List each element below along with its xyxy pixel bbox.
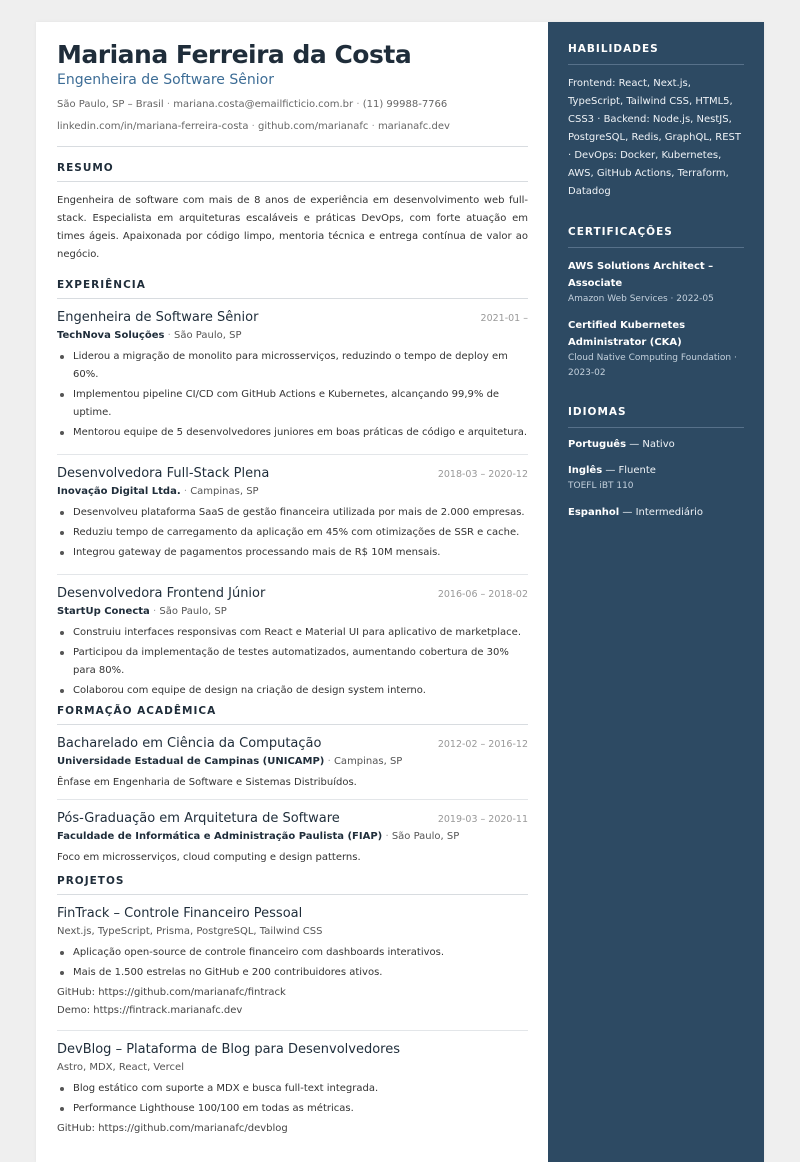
list-item: Construiu interfaces responsivas com React e Material UI para aplicativo de marketplace.	[73, 624, 528, 642]
experience-entry	[57, 299, 528, 455]
entry-description: Foco em microsserviços, cloud computing e design patterns.	[57, 852, 361, 863]
project-entry	[57, 1031, 528, 1138]
entry-date: 2019-03 – 2020-11	[437, 814, 528, 825]
project-tech: Next.js, TypeScript, Prisma, PostgreSQL, Tailwind CSS	[57, 926, 323, 937]
cert-org: Amazon Web Services · 2022-05	[568, 294, 714, 304]
bullet-list	[57, 624, 528, 700]
person-name: Mariana Ferreira da Costa	[57, 40, 412, 69]
main-column	[36, 22, 548, 1162]
header-divider	[57, 146, 528, 147]
list-item: Colaborou com equipe de design na criação de design system interno.	[73, 682, 528, 700]
entry-date: 2018-03 – 2020-12	[437, 469, 528, 480]
cert-org: Cloud Native Computing Foundation · 2023-02	[568, 353, 737, 378]
entry-location: Campinas, SP	[333, 756, 403, 767]
language-item	[568, 464, 744, 493]
project-demo-link[interactable]: Demo: https://fintrack.marianafc.dev	[57, 1005, 243, 1016]
list-item: Blog estático com suporte a MDX e busca full-text integrada.	[73, 1080, 528, 1098]
company-name: Inovação Digital Ltda.	[57, 486, 181, 497]
list-item: Integrou gateway de pagamentos processando mais de R$ 10M mensais.	[73, 544, 528, 562]
summary-text: Engenheira de software com mais de 8 anos de experiência em desenvolvimento web full-stack. Especialista em arquiteturas escaláveis e práticas DevOps, com forte atuação em times ágeis. Apaixonada por código limpo, mentoria técnica e entrega contínua de valor ao negócio.	[57, 195, 528, 260]
school-name: Universidade Estadual de Campinas (UNICAMP)	[57, 756, 325, 767]
education-title: FORMAÇÃO ACADÊMICA	[57, 705, 217, 717]
sidebar-divider	[568, 247, 744, 248]
summary-title: RESUMO	[57, 162, 114, 174]
separator: ·	[385, 831, 389, 842]
list-item: Mentorou equipe de 5 desenvolvedores juniores em boas práticas de código e arquitetura.	[73, 424, 528, 442]
separator: ·	[152, 606, 157, 617]
languages-title: IDIOMAS	[568, 406, 627, 418]
job-role: Engenheira de Software Sênior	[57, 72, 274, 88]
cert-name: Certified Kubernetes Administrator (CKA)	[568, 320, 686, 348]
cert-item	[568, 258, 744, 307]
entry-org	[57, 605, 528, 618]
contact-line-1	[57, 98, 528, 111]
skills-title: HABILIDADES	[568, 43, 659, 55]
experience-title: EXPERIÊNCIA	[57, 279, 146, 291]
project-entry	[57, 895, 528, 1031]
language-level: — Nativo	[626, 439, 675, 450]
list-item: Reduziu tempo de carregamento da aplicação em 45% com otimizações de SSR e cache.	[73, 524, 528, 542]
school-name: Faculdade de Informática e Administração Paulista (FIAP)	[57, 831, 383, 842]
list-item: Aplicação open-source de controle financeiro com dashboards interativos.	[73, 944, 528, 962]
experience-entry	[57, 575, 528, 700]
entry-title: Bacharelado em Ciência da Computação	[57, 736, 322, 751]
company-name: TechNova Soluções	[57, 330, 165, 341]
list-item: Liderou a migração de monolito para microsserviços, reduzindo o tempo de deploy em 60%.	[73, 348, 528, 384]
entry-title: Desenvolvedora Frontend Júnior	[57, 586, 266, 601]
entry-org	[57, 485, 528, 498]
entry-org	[57, 329, 528, 342]
entry-date: 2016-06 – 2018-02	[437, 589, 528, 600]
github-link[interactable]: github.com/marianafc	[258, 121, 369, 132]
entry-date: 2012-02 – 2016-12	[437, 739, 528, 750]
bullet-list	[57, 944, 528, 982]
education-entry	[57, 725, 528, 800]
certifications-title: CERTIFICAÇÕES	[568, 226, 673, 238]
entry-org	[57, 755, 528, 768]
list-item: Implementou pipeline CI/CD com GitHub Actions e Kubernetes, alcançando 99,9% de uptime.	[73, 386, 528, 422]
language-level: — Fluente	[602, 465, 656, 476]
bullet-list	[57, 348, 528, 442]
language-item	[568, 506, 744, 519]
entry-location: São Paulo, SP	[159, 606, 227, 617]
entry-org	[57, 830, 528, 843]
education-entry	[57, 800, 528, 864]
list-item: Desenvolveu plataforma SaaS de gestão financeira utilizada por mais de 2.000 empresas.	[73, 504, 528, 522]
entry-title: Engenheira de Software Sênior	[57, 310, 259, 325]
separator: ·	[251, 121, 255, 132]
separator: ·	[166, 99, 171, 110]
language-note: TOEFL iBT 110	[568, 481, 634, 491]
experience-entry	[57, 455, 528, 575]
cert-name: AWS Solutions Architect – Associate	[568, 261, 714, 289]
sidebar-divider	[568, 427, 744, 428]
phone-text: (11) 99988-7766	[362, 99, 448, 110]
project-github-link[interactable]: GitHub: https://github.com/marianafc/fintrack	[57, 987, 286, 998]
project-name: DevBlog – Plataforma de Blog para Desenvolvedores	[57, 1042, 401, 1057]
list-item: Participou da implementação de testes automatizados, aumentando cobertura de 30% para 80%.	[73, 644, 528, 680]
separator: ·	[356, 99, 360, 110]
separator: ·	[183, 486, 187, 497]
site-link[interactable]: marianafc.dev	[377, 121, 450, 132]
bullet-list	[57, 504, 528, 562]
entry-date: 2021-01 –	[480, 313, 528, 324]
linkedin-link[interactable]: linkedin.com/in/mariana-ferreira-costa	[57, 121, 249, 132]
separator: ·	[371, 121, 375, 132]
location-text: São Paulo, SP – Brasil	[57, 99, 164, 110]
project-name: FinTrack – Controle Financeiro Pessoal	[57, 906, 303, 921]
sidebar	[548, 22, 764, 1162]
contact-line-2	[57, 120, 528, 133]
section-divider	[57, 181, 528, 182]
entry-title: Desenvolvedora Full-Stack Plena	[57, 466, 270, 481]
list-item: Performance Lighthouse 100/100 em todas as métricas.	[73, 1100, 528, 1118]
skills-text: Frontend: React, Next.js, TypeScript, Tailwind CSS, HTML5, CSS3 · Backend: Node.js, NestJS, PostgreSQL, Redis, GraphQL, REST · DevOps: Docker, Kubernetes, AWS, GitHub Actions, Terraform, Datadog	[568, 78, 742, 197]
bullet-list	[57, 1080, 528, 1118]
project-github-link[interactable]: GitHub: https://github.com/marianafc/devblog	[57, 1123, 288, 1134]
entry-location: Campinas, SP	[190, 486, 259, 497]
entry-description: Ênfase em Engenharia de Software e Sistemas Distribuídos.	[57, 777, 357, 788]
separator: ·	[167, 330, 171, 341]
language-name: Espanhol	[568, 507, 620, 518]
entry-location: São Paulo, SP	[391, 831, 460, 842]
separator: ·	[327, 756, 331, 767]
projects-title: PROJETOS	[57, 875, 125, 887]
entry-location: São Paulo, SP	[174, 330, 242, 341]
sidebar-divider	[568, 64, 744, 65]
list-item: Mais de 1.500 estrelas no GitHub e 200 contribuidores ativos.	[73, 964, 528, 982]
entry-title: Pós-Graduação em Arquitetura de Software	[57, 811, 340, 826]
resume-page	[36, 22, 764, 1162]
company-name: StartUp Conecta	[57, 606, 150, 617]
language-level: — Intermediário	[619, 507, 704, 518]
language-name: Português	[568, 439, 627, 450]
cert-item	[568, 317, 744, 381]
language-name: Inglês	[568, 465, 603, 476]
email-link[interactable]: mariana.costa@emailficticio.com.br	[173, 99, 354, 110]
project-tech: Astro, MDX, React, Vercel	[57, 1062, 184, 1073]
language-item	[568, 438, 744, 451]
